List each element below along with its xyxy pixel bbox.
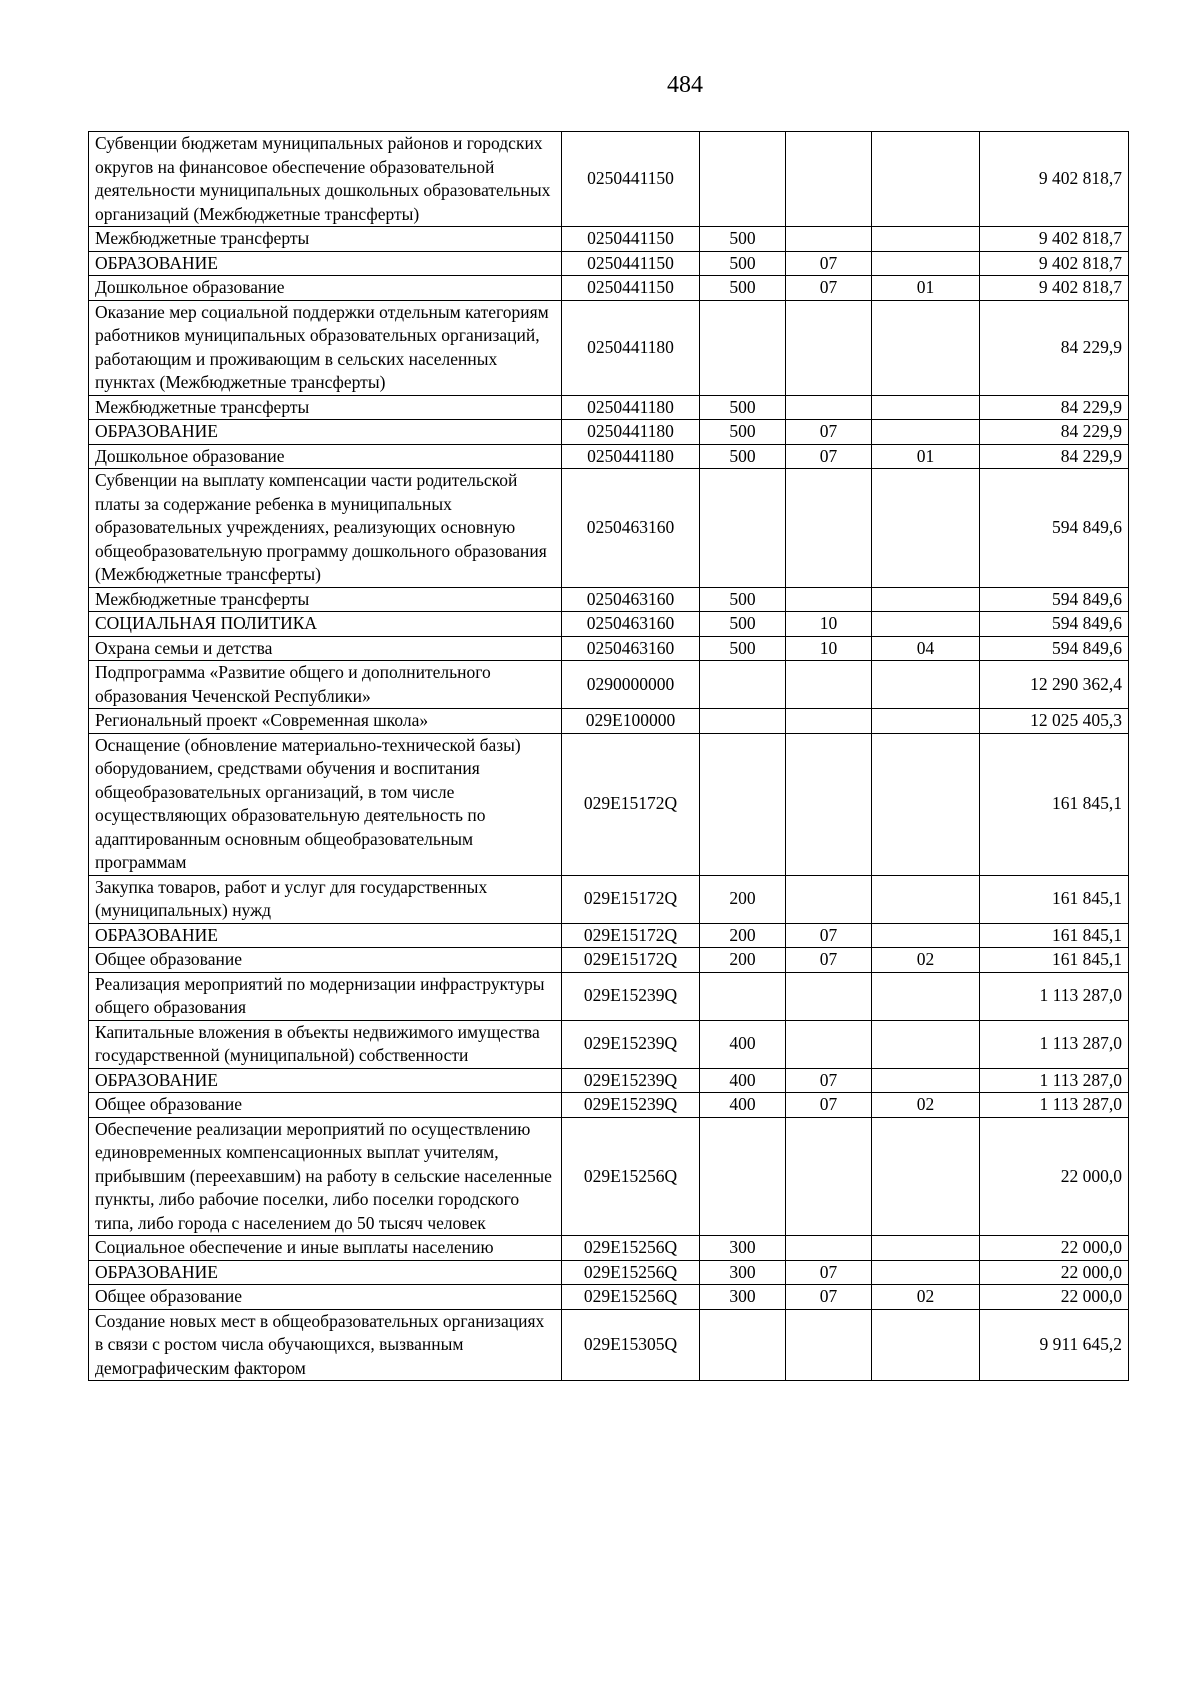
- row-amount-cell: 84 229,9: [980, 300, 1129, 395]
- row-amount-cell: 594 849,6: [980, 612, 1129, 637]
- row-section-cell: [786, 227, 872, 252]
- row-amount-cell: 22 000,0: [980, 1236, 1129, 1261]
- row-section-cell: [786, 1020, 872, 1068]
- table-row: [89, 1117, 1129, 1236]
- row-subsection-cell: [872, 1068, 980, 1093]
- row-name-cell: Субвенции бюджетам муниципальных районов и городских округов на финансовое обеспечение образовательной деятельности муниципальных дошкольных образовательных организаций (Межбюджетные трансферты): [89, 132, 562, 227]
- row-amount-cell: 1 113 287,0: [980, 972, 1129, 1020]
- row-name-cell: Межбюджетные трансферты: [89, 395, 562, 420]
- row-target-article-cell: 029E15305Q: [562, 1309, 700, 1381]
- row-expense-type-cell: 400: [700, 1093, 786, 1118]
- row-expense-type-cell: [700, 1117, 786, 1236]
- row-target-article-cell: 029E15172Q: [562, 948, 700, 973]
- row-target-article-cell: 0250441150: [562, 132, 700, 227]
- row-expense-type-cell: 500: [700, 636, 786, 661]
- row-subsection-cell: [872, 875, 980, 923]
- row-expense-type-cell: 500: [700, 612, 786, 637]
- row-name-cell: Оказание мер социальной поддержки отдельным категориям работников муниципальных образовательных организаций, работающим и проживающим в сельских населенных пунктах (Межбюджетные трансферты): [89, 300, 562, 395]
- row-target-article-cell: 0250441180: [562, 444, 700, 469]
- row-expense-type-cell: 500: [700, 420, 786, 445]
- row-expense-type-cell: [700, 661, 786, 709]
- row-amount-cell: 9 402 818,7: [980, 227, 1129, 252]
- row-amount-cell: 594 849,6: [980, 636, 1129, 661]
- row-target-article-cell: 029E15239Q: [562, 972, 700, 1020]
- row-section-cell: [786, 587, 872, 612]
- row-expense-type-cell: [700, 709, 786, 734]
- row-target-article-cell: 0250441180: [562, 300, 700, 395]
- row-subsection-cell: 01: [872, 276, 980, 301]
- row-subsection-cell: [872, 300, 980, 395]
- row-section-cell: 07: [786, 276, 872, 301]
- row-subsection-cell: [872, 587, 980, 612]
- row-amount-cell: 22 000,0: [980, 1117, 1129, 1236]
- row-target-article-cell: 029E15239Q: [562, 1020, 700, 1068]
- row-amount-cell: 22 000,0: [980, 1285, 1129, 1310]
- table-row: [89, 923, 1129, 948]
- row-amount-cell: 594 849,6: [980, 469, 1129, 588]
- row-expense-type-cell: 300: [700, 1260, 786, 1285]
- row-section-cell: [786, 1236, 872, 1261]
- row-amount-cell: 1 113 287,0: [980, 1068, 1129, 1093]
- row-amount-cell: 9 402 818,7: [980, 276, 1129, 301]
- row-subsection-cell: [872, 1309, 980, 1381]
- row-target-article-cell: 0250463160: [562, 636, 700, 661]
- table-row: [89, 1260, 1129, 1285]
- row-subsection-cell: [872, 227, 980, 252]
- row-expense-type-cell: 500: [700, 587, 786, 612]
- table-row: [89, 972, 1129, 1020]
- row-expense-type-cell: 400: [700, 1020, 786, 1068]
- row-name-cell: СОЦИАЛЬНАЯ ПОЛИТИКА: [89, 612, 562, 637]
- row-amount-cell: 12 025 405,3: [980, 709, 1129, 734]
- row-expense-type-cell: 500: [700, 395, 786, 420]
- row-section-cell: 07: [786, 1093, 872, 1118]
- table-row: [89, 587, 1129, 612]
- table-row: [89, 227, 1129, 252]
- row-amount-cell: 9 911 645,2: [980, 1309, 1129, 1381]
- row-amount-cell: 161 845,1: [980, 948, 1129, 973]
- table-row: [89, 469, 1129, 588]
- row-target-article-cell: 029E15172Q: [562, 875, 700, 923]
- row-expense-type-cell: [700, 469, 786, 588]
- row-subsection-cell: [872, 733, 980, 875]
- row-section-cell: 10: [786, 612, 872, 637]
- row-target-article-cell: 029E15256Q: [562, 1236, 700, 1261]
- row-expense-type-cell: 500: [700, 227, 786, 252]
- row-section-cell: 07: [786, 1285, 872, 1310]
- row-target-article-cell: 029E15256Q: [562, 1260, 700, 1285]
- row-expense-type-cell: 500: [700, 444, 786, 469]
- row-name-cell: ОБРАЗОВАНИЕ: [89, 420, 562, 445]
- row-target-article-cell: 0250441180: [562, 420, 700, 445]
- row-section-cell: [786, 875, 872, 923]
- row-target-article-cell: 029E15256Q: [562, 1117, 700, 1236]
- row-name-cell: Общее образование: [89, 948, 562, 973]
- row-target-article-cell: 029E100000: [562, 709, 700, 734]
- table-row: [89, 132, 1129, 227]
- table-row: [89, 612, 1129, 637]
- row-name-cell: Закупка товаров, работ и услуг для государственных (муниципальных) нужд: [89, 875, 562, 923]
- table-row: [89, 444, 1129, 469]
- table-row: [89, 1093, 1129, 1118]
- row-subsection-cell: [872, 132, 980, 227]
- row-section-cell: [786, 733, 872, 875]
- table-row: [89, 636, 1129, 661]
- table-row: [89, 395, 1129, 420]
- row-name-cell: Общее образование: [89, 1285, 562, 1310]
- row-subsection-cell: [872, 469, 980, 588]
- row-name-cell: Создание новых мест в общеобразовательных организациях в связи с ростом числа обучающихся, вызванным демографическим фактором: [89, 1309, 562, 1381]
- row-subsection-cell: [872, 1236, 980, 1261]
- row-expense-type-cell: 200: [700, 875, 786, 923]
- row-target-article-cell: 0250441150: [562, 276, 700, 301]
- table-row: [89, 948, 1129, 973]
- table-row: [89, 1020, 1129, 1068]
- table-row: [89, 1236, 1129, 1261]
- row-expense-type-cell: 500: [700, 251, 786, 276]
- budget-table: [88, 131, 1129, 1381]
- row-subsection-cell: 02: [872, 948, 980, 973]
- row-target-article-cell: 029E15172Q: [562, 733, 700, 875]
- table-row: [89, 875, 1129, 923]
- row-target-article-cell: 029E15239Q: [562, 1068, 700, 1093]
- row-section-cell: [786, 661, 872, 709]
- row-expense-type-cell: 500: [700, 276, 786, 301]
- row-amount-cell: 594 849,6: [980, 587, 1129, 612]
- row-section-cell: [786, 300, 872, 395]
- row-subsection-cell: 04: [872, 636, 980, 661]
- row-subsection-cell: [872, 1260, 980, 1285]
- row-target-article-cell: 0250463160: [562, 587, 700, 612]
- row-subsection-cell: [872, 612, 980, 637]
- row-section-cell: 07: [786, 251, 872, 276]
- table-row: [89, 420, 1129, 445]
- row-name-cell: Общее образование: [89, 1093, 562, 1118]
- row-target-article-cell: 0250463160: [562, 612, 700, 637]
- row-section-cell: 07: [786, 948, 872, 973]
- row-section-cell: [786, 132, 872, 227]
- row-expense-type-cell: 300: [700, 1236, 786, 1261]
- row-subsection-cell: [872, 1117, 980, 1236]
- row-name-cell: Подпрограмма «Развитие общего и дополнительного образования Чеченской Республики»: [89, 661, 562, 709]
- table-row: [89, 1068, 1129, 1093]
- row-subsection-cell: [872, 661, 980, 709]
- row-name-cell: ОБРАЗОВАНИЕ: [89, 923, 562, 948]
- row-section-cell: [786, 972, 872, 1020]
- table-row: [89, 1309, 1129, 1381]
- row-amount-cell: 12 290 362,4: [980, 661, 1129, 709]
- table-row: [89, 300, 1129, 395]
- row-amount-cell: 84 229,9: [980, 420, 1129, 445]
- row-subsection-cell: [872, 709, 980, 734]
- row-name-cell: Охрана семьи и детства: [89, 636, 562, 661]
- row-amount-cell: 1 113 287,0: [980, 1020, 1129, 1068]
- row-name-cell: Межбюджетные трансферты: [89, 587, 562, 612]
- row-name-cell: Обеспечение реализации мероприятий по осуществлению единовременных компенсационных выплат учителям, прибывшим (переехавшим) на работу в сельские населенные пункты, либо рабочие поселки, либо поселки городского типа, либо города с населением до 50 тысяч человек: [89, 1117, 562, 1236]
- row-name-cell: Субвенции на выплату компенсации части родительской платы за содержание ребенка в муниципальных образовательных учреждениях, реализующих основную общеобразовательную программу дошкольного образования (Межбюджетные трансферты): [89, 469, 562, 588]
- row-name-cell: Межбюджетные трансферты: [89, 227, 562, 252]
- row-subsection-cell: [872, 420, 980, 445]
- row-name-cell: Региональный проект «Современная школа»: [89, 709, 562, 734]
- row-section-cell: 07: [786, 1068, 872, 1093]
- row-section-cell: 10: [786, 636, 872, 661]
- row-expense-type-cell: [700, 132, 786, 227]
- row-name-cell: Дошкольное образование: [89, 444, 562, 469]
- row-section-cell: [786, 1309, 872, 1381]
- row-name-cell: Социальное обеспечение и иные выплаты населению: [89, 1236, 562, 1261]
- table-row: [89, 1285, 1129, 1310]
- row-target-article-cell: 029E15239Q: [562, 1093, 700, 1118]
- row-target-article-cell: 0250441150: [562, 251, 700, 276]
- row-section-cell: 07: [786, 923, 872, 948]
- row-subsection-cell: [872, 972, 980, 1020]
- row-expense-type-cell: 300: [700, 1285, 786, 1310]
- row-amount-cell: 161 845,1: [980, 923, 1129, 948]
- row-target-article-cell: 0290000000: [562, 661, 700, 709]
- row-subsection-cell: 02: [872, 1093, 980, 1118]
- row-amount-cell: 22 000,0: [980, 1260, 1129, 1285]
- row-section-cell: [786, 1117, 872, 1236]
- row-expense-type-cell: [700, 1309, 786, 1381]
- row-target-article-cell: 0250441180: [562, 395, 700, 420]
- row-expense-type-cell: [700, 300, 786, 395]
- row-subsection-cell: 02: [872, 1285, 980, 1310]
- row-name-cell: ОБРАЗОВАНИЕ: [89, 1068, 562, 1093]
- row-section-cell: 07: [786, 1260, 872, 1285]
- row-subsection-cell: [872, 251, 980, 276]
- row-subsection-cell: [872, 1020, 980, 1068]
- row-section-cell: [786, 469, 872, 588]
- row-amount-cell: 9 402 818,7: [980, 132, 1129, 227]
- table-row: [89, 276, 1129, 301]
- row-expense-type-cell: 200: [700, 923, 786, 948]
- row-expense-type-cell: [700, 972, 786, 1020]
- row-subsection-cell: [872, 395, 980, 420]
- row-amount-cell: 84 229,9: [980, 444, 1129, 469]
- budget-table-body: [89, 132, 1129, 1381]
- page-number: 484: [667, 72, 703, 98]
- row-expense-type-cell: [700, 733, 786, 875]
- table-row: [89, 709, 1129, 734]
- table-row: [89, 251, 1129, 276]
- table-row: [89, 733, 1129, 875]
- row-name-cell: ОБРАЗОВАНИЕ: [89, 1260, 562, 1285]
- row-expense-type-cell: 400: [700, 1068, 786, 1093]
- row-name-cell: Капитальные вложения в объекты недвижимого имущества государственной (муниципальной) собственности: [89, 1020, 562, 1068]
- row-section-cell: [786, 395, 872, 420]
- row-amount-cell: 9 402 818,7: [980, 251, 1129, 276]
- table-row: [89, 661, 1129, 709]
- row-section-cell: 07: [786, 444, 872, 469]
- row-section-cell: [786, 709, 872, 734]
- row-target-article-cell: 0250463160: [562, 469, 700, 588]
- row-amount-cell: 84 229,9: [980, 395, 1129, 420]
- row-section-cell: 07: [786, 420, 872, 445]
- row-name-cell: Оснащение (обновление материально-технической базы) оборудованием, средствами обучения и воспитания общеобразовательных организаций, в том числе осуществляющих образовательную деятельность по адаптированным основным общеобразовательным программам: [89, 733, 562, 875]
- row-amount-cell: 161 845,1: [980, 875, 1129, 923]
- row-expense-type-cell: 200: [700, 948, 786, 973]
- row-amount-cell: 161 845,1: [980, 733, 1129, 875]
- row-name-cell: ОБРАЗОВАНИЕ: [89, 251, 562, 276]
- row-name-cell: Дошкольное образование: [89, 276, 562, 301]
- row-amount-cell: 1 113 287,0: [980, 1093, 1129, 1118]
- row-target-article-cell: 029E15172Q: [562, 923, 700, 948]
- row-target-article-cell: 0250441150: [562, 227, 700, 252]
- row-target-article-cell: 029E15256Q: [562, 1285, 700, 1310]
- row-name-cell: Реализация мероприятий по модернизации инфраструктуры общего образования: [89, 972, 562, 1020]
- row-subsection-cell: [872, 923, 980, 948]
- row-subsection-cell: 01: [872, 444, 980, 469]
